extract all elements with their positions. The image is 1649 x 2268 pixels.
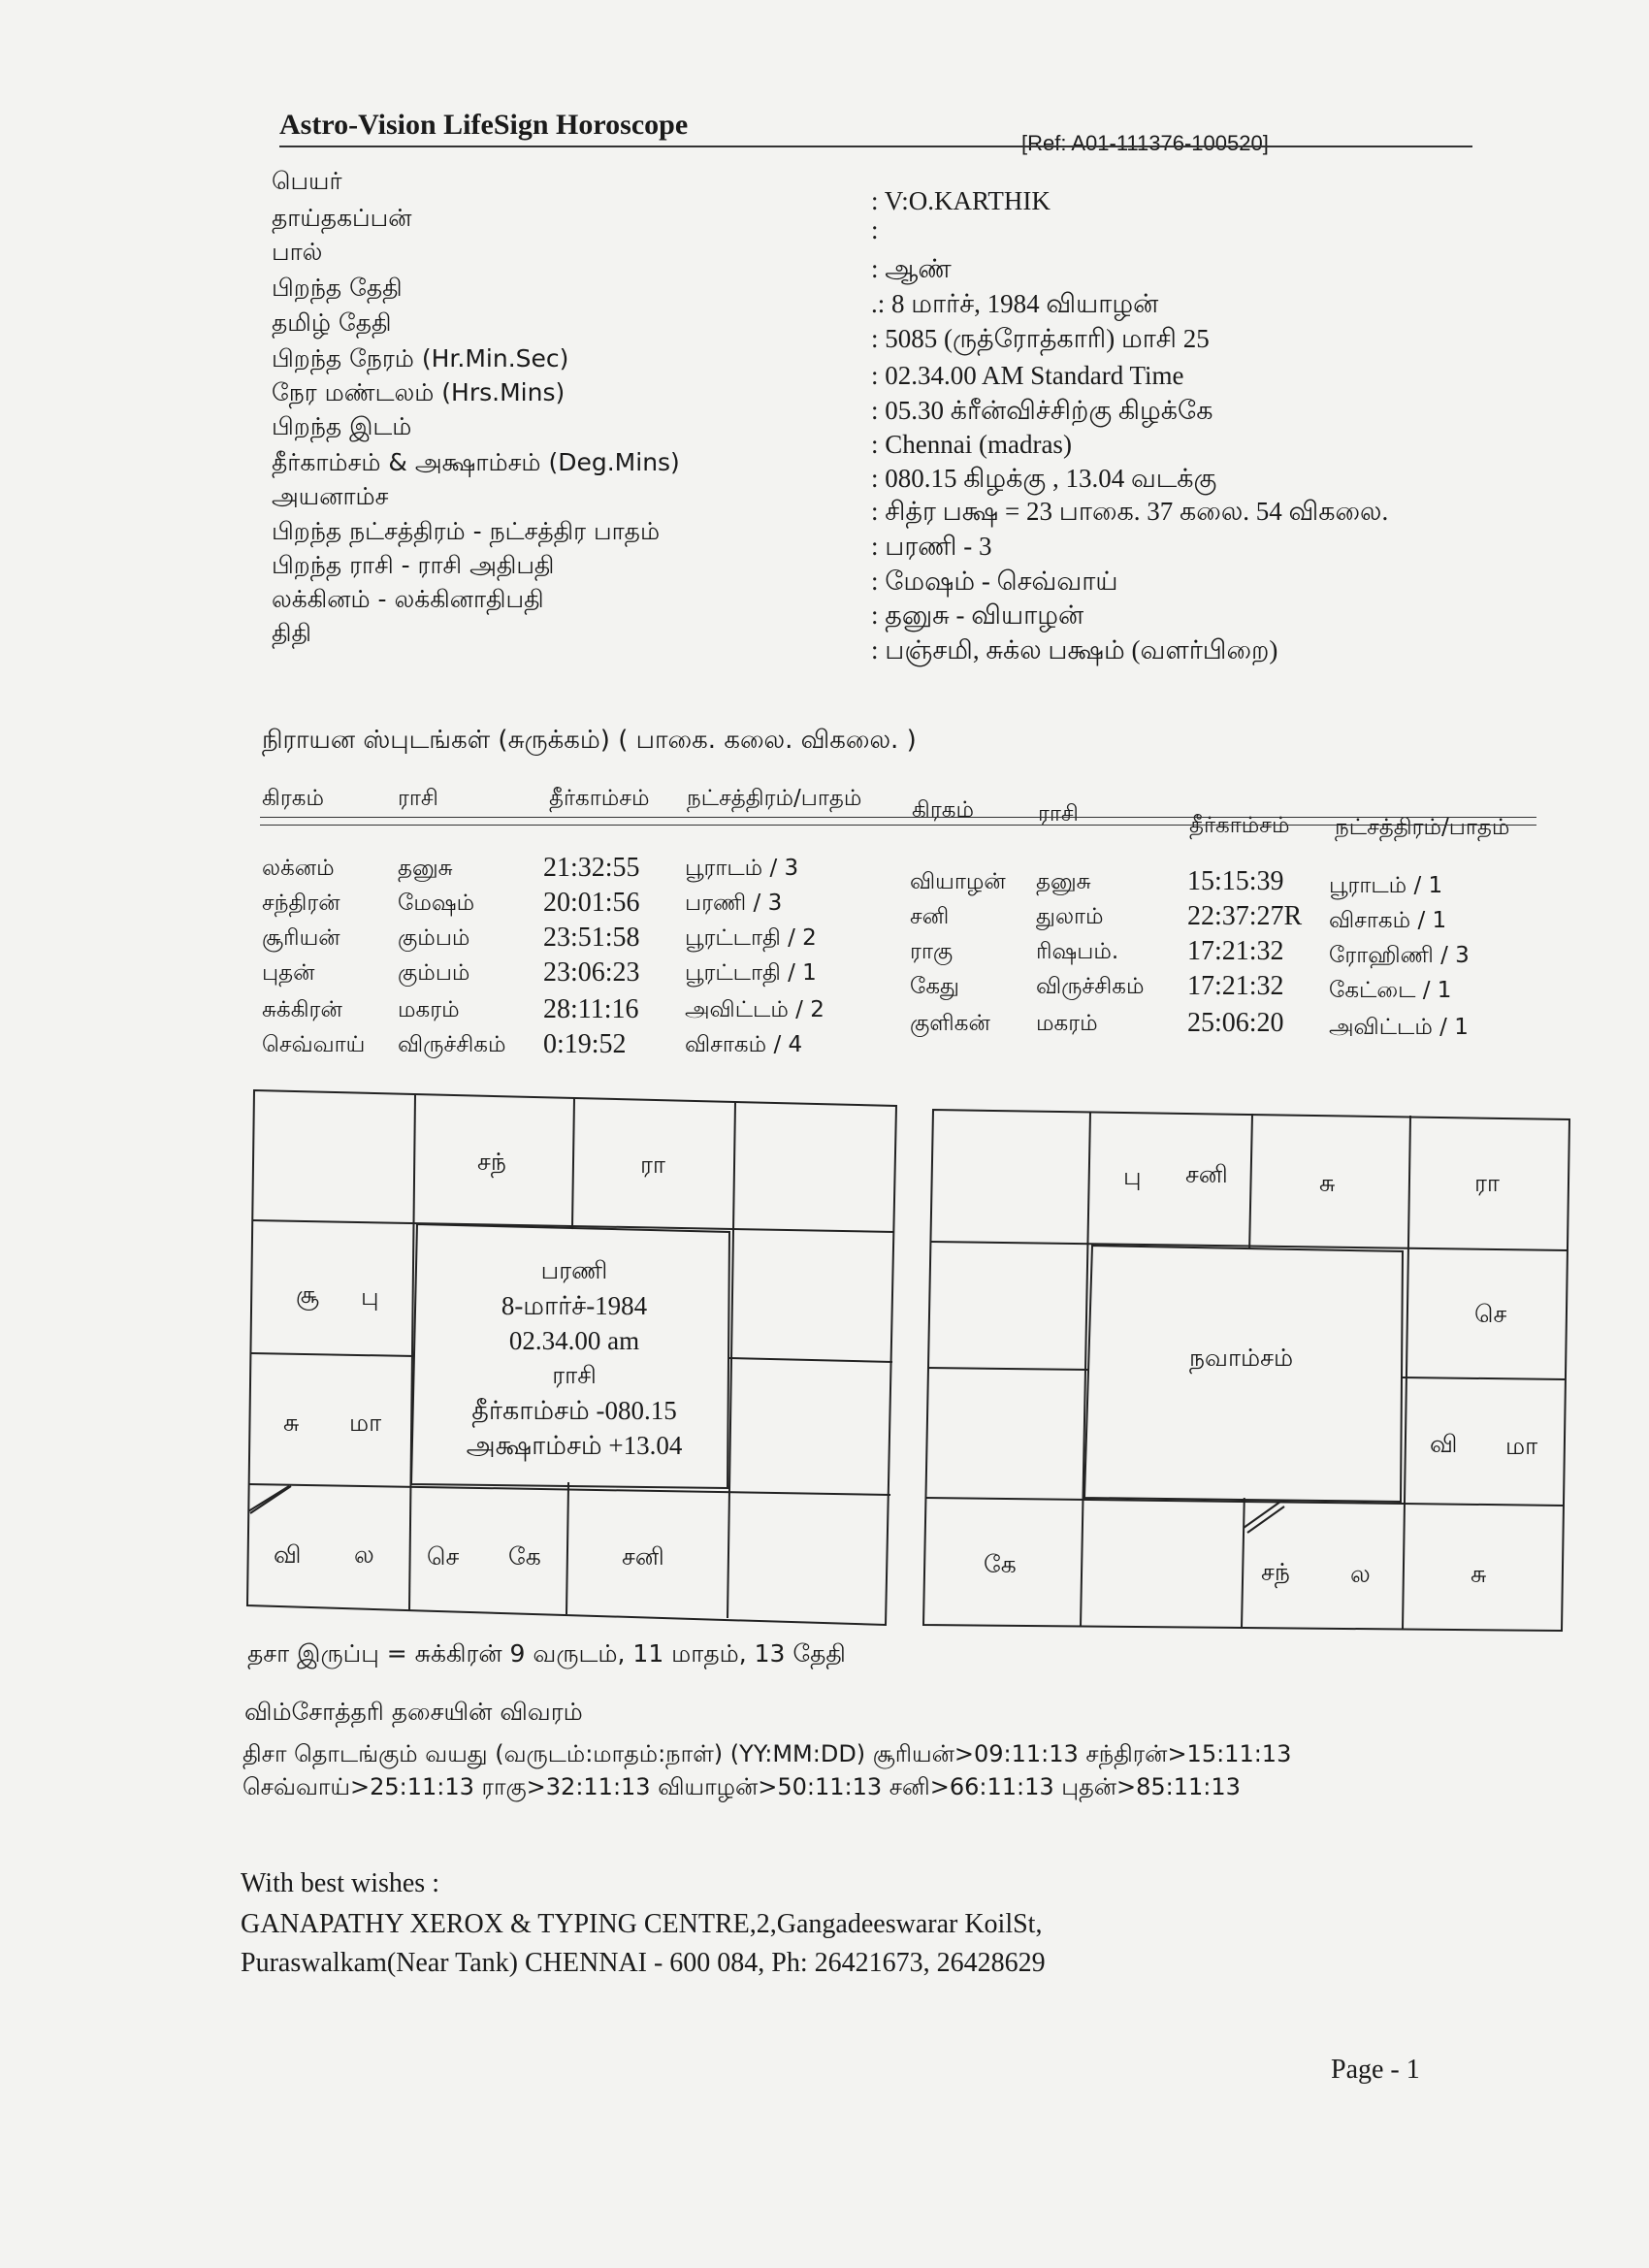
- spudam-cell: பரணி / 3: [685, 891, 783, 916]
- spudam-cell: சூரியன்: [262, 925, 340, 951]
- spudam-cell: விருச்சிகம்: [1036, 974, 1145, 999]
- spudam-cell: விருச்சிகம்: [398, 1032, 506, 1057]
- spudam-cell: புதன்: [262, 960, 315, 986]
- rasi-sagittarius-planet: ல: [354, 1540, 374, 1569]
- col-header: தீர்காம்சம்: [549, 786, 650, 811]
- spudam-cell: 15:15:39: [1187, 866, 1284, 896]
- spudam-cell: மகரம்: [1036, 1011, 1098, 1036]
- detail-value: .: 8 மார்ச், 1984 வியாழன்: [871, 289, 1159, 318]
- detail-label: லக்கினம் - லக்கினாதிபதி: [272, 585, 544, 613]
- spudam-cell: சுக்கிரன்: [262, 997, 342, 1022]
- detail-label: நேர மண்டலம் (Hrs.Mins): [272, 378, 566, 406]
- spudam-cell: 17:21:32: [1187, 971, 1284, 1001]
- detail-value: : சித்ர பக்ஷ = 23 பாகை. 37 கலை. 54 விகலை.: [871, 497, 1389, 526]
- rasi-center-info: [438, 1253, 710, 1463]
- spudam-cell: செவ்வாய்: [262, 1032, 366, 1057]
- spudam-cell: 21:32:55: [543, 853, 640, 883]
- dasha-balance: தசா இருப்பு = சுக்கிரன் 9 வருடம், 11 மாதம், 13 தேதி: [247, 1639, 846, 1668]
- spudam-cell: சந்திரன்: [262, 891, 340, 916]
- col-header: கிரகம்: [912, 797, 974, 823]
- navamsa-aries-planet: பு: [1123, 1162, 1142, 1190]
- page-number: Page - 1: [1331, 2055, 1420, 2085]
- spudam-cell: பூராடம் / 1: [1329, 873, 1443, 898]
- detail-label: பிறந்த தேதி: [272, 274, 403, 302]
- col-header: கிரகம்: [262, 786, 324, 811]
- spudam-cell: ராகு: [910, 939, 954, 964]
- spudam-cell: ரோஹிணி / 3: [1329, 943, 1470, 968]
- reference-number: [Ref: A01-111376-100520]: [1021, 131, 1269, 155]
- detail-label: அயனாம்ச: [272, 482, 389, 510]
- rasi-pisces-planet: சூ: [296, 1280, 319, 1309]
- col-header: ராசி: [1038, 801, 1079, 826]
- detail-label: திதி: [272, 619, 311, 647]
- detail-value: : Chennai (madras): [871, 430, 1072, 459]
- spudam-cell: பூரட்டாதி / 2: [685, 925, 817, 951]
- spudam-cell: 23:51:58: [543, 923, 640, 953]
- navamsa-leo-planet: மா: [1505, 1432, 1538, 1460]
- rasi-longitude: தீர்காம்சம் -080.15: [471, 1396, 677, 1425]
- spudam-cell: மகரம்: [398, 997, 460, 1022]
- rasi-star: பரணி: [540, 1256, 608, 1284]
- spudam-cell: 0:19:52: [543, 1029, 627, 1059]
- document-title: Astro-Vision LifeSign Horoscope: [279, 109, 689, 141]
- spudam-cell: அவிட்டம் / 2: [685, 997, 824, 1022]
- spudam-cell: 28:11:16: [543, 994, 639, 1024]
- detail-value: : 05.30 க்ரீன்விச்சிற்கு கிழக்கே: [871, 396, 1213, 425]
- rasi-pisces-planet: பு: [361, 1282, 379, 1311]
- detail-value: : பரணி - 3: [871, 532, 992, 561]
- col-header: தீர்காம்சம்: [1189, 813, 1290, 838]
- detail-value: : ஆண்: [871, 254, 952, 283]
- spudam-cell: 25:06:20: [1187, 1008, 1284, 1038]
- detail-label: பிறந்த இடம்: [272, 412, 412, 440]
- spudam-title: நிராயன ஸ்புடங்கள் (சுருக்கம்) ( பாகை. கலை. விகலை. ): [262, 726, 917, 755]
- col-header: நட்சத்திரம்/பாதம்: [1335, 815, 1510, 840]
- rasi-scorpio-planet: செ: [427, 1542, 460, 1571]
- navamsa-sagittarius-planet: கே: [984, 1550, 1017, 1578]
- detail-label: தீர்காம்சம் & அக்ஷாம்சம் (Deg.Mins): [272, 448, 680, 476]
- navamsa-leo-planet: வி: [1430, 1430, 1458, 1458]
- spudam-cell: கும்பம்: [398, 960, 470, 986]
- rasi-latitude: அக்ஷாம்சம் +13.04: [466, 1431, 683, 1460]
- rasi-taurus-planet: சந்: [477, 1148, 506, 1176]
- rasi-aquarius-planet: சு: [283, 1409, 300, 1437]
- rasi-label: ராசி: [552, 1361, 597, 1389]
- spudam-cell: வியாழன்: [910, 869, 1006, 894]
- dasha-title: விம்சோத்தரி தசையின் விவரம்: [244, 1698, 583, 1726]
- detail-label: தமிழ் தேதி: [272, 308, 392, 337]
- detail-value: : தனுசு - வியாழன்: [871, 600, 1084, 630]
- rasi-gemini-planet: ரா: [640, 1150, 665, 1179]
- spudam-cell: 17:21:32: [1187, 936, 1284, 966]
- wishes-text: With best wishes :: [241, 1868, 439, 1898]
- spudam-cell: மேஷம்: [398, 891, 475, 916]
- spudam-cell: லக்னம்: [262, 856, 335, 881]
- spudam-cell: கும்பம்: [398, 925, 470, 951]
- footer-address: GANAPATHY XEROX & TYPING CENTRE,2,Gangadeeswarar KoilSt,: [241, 1909, 1043, 1939]
- navamsa-gemini-planet: ரா: [1474, 1169, 1500, 1197]
- navamsa-scorpio-planet: ல: [1350, 1560, 1371, 1588]
- detail-value: : 080.15 கிழக்கு , 13.04 வடக்கு: [871, 464, 1217, 493]
- detail-value: : V:O.KARTHIK: [871, 186, 1051, 215]
- rasi-scorpio-planet: கே: [508, 1542, 541, 1571]
- col-header: நட்சத்திரம்/பாதம்: [687, 786, 862, 811]
- detail-value: : மேஷம் - செவ்வாய்: [871, 567, 1118, 596]
- rasi-sagittarius-planet: வி: [274, 1540, 302, 1569]
- navamsa-taurus-planet: சு: [1319, 1169, 1336, 1197]
- detail-label: பெயர்: [272, 167, 342, 195]
- spudam-cell: 20:01:56: [543, 888, 640, 918]
- detail-label: பிறந்த ராசி - ராசி அதிபதி: [272, 551, 555, 579]
- detail-label: பிறந்த நட்சத்திரம் - நட்சத்திர பாதம்: [272, 517, 661, 545]
- detail-value: :: [871, 215, 879, 244]
- spudam-cell: அவிட்டம் / 1: [1329, 1015, 1469, 1040]
- navamsa-scorpio-planet: சந்: [1261, 1558, 1290, 1586]
- spudam-cell: சனி: [910, 904, 950, 929]
- detail-label: பிறந்த நேரம் (Hr.Min.Sec): [272, 344, 569, 373]
- spudam-cell: பூராடம் / 3: [685, 856, 799, 881]
- detail-value: : 5085 (ருத்ரோத்காரி) மாசி 25: [871, 324, 1210, 353]
- detail-value: : 02.34.00 AM Standard Time: [871, 361, 1184, 390]
- dasha-line: திசா தொடங்கும் வயது (வருடம்:மாதம்:நாள்) (YY:MM:DD) சூரியன்>09:11:13 சந்திரன்>15:11:13: [242, 1740, 1292, 1767]
- spudam-cell: ரிஷபம்.: [1036, 939, 1119, 964]
- dasha-line: செவ்வாய்>25:11:13 ராகு>32:11:13 வியாழன்>50:11:13 சனி>66:11:13 புதன்>85:11:13: [242, 1773, 1241, 1800]
- rasi-date: 8-மார்ச்-1984: [501, 1291, 648, 1320]
- spudam-cell: விசாகம் / 1: [1329, 908, 1447, 933]
- spudam-cell: தனுசு: [398, 856, 453, 881]
- spudam-cell: கேது: [910, 974, 959, 999]
- spudam-cell: விசாகம் / 4: [685, 1032, 803, 1057]
- navamsa-center-label: நவாம்சம்: [1189, 1344, 1294, 1372]
- navamsa-aries-planet: சனி: [1185, 1160, 1228, 1188]
- navamsa-libra-planet: சு: [1471, 1560, 1487, 1588]
- rasi-libra-planet: சனி: [622, 1542, 664, 1571]
- detail-label: பால்: [272, 238, 323, 266]
- rasi-time: 02.34.00 am: [508, 1326, 640, 1355]
- navamsa-cancer-planet: செ: [1474, 1300, 1507, 1328]
- spudam-cell: பூரட்டாதி / 1: [685, 960, 817, 986]
- detail-label: தாய்தகப்பன்: [272, 204, 412, 232]
- detail-value: : பஞ்சமி, சுக்ல பக்ஷம் (வளர்பிறை): [871, 635, 1278, 664]
- rasi-aquarius-planet: மா: [349, 1409, 382, 1437]
- col-header: ராசி: [398, 786, 438, 811]
- spudam-cell: துலாம்: [1036, 904, 1104, 929]
- spudam-cell: 22:37:27R: [1187, 901, 1303, 931]
- spudam-cell: தனுசு: [1036, 869, 1091, 894]
- spudam-cell: குளிகன்: [910, 1011, 990, 1036]
- footer-address: Puraswalkam(Near Tank) CHENNAI - 600 084, Ph: 26421673, 26428629: [241, 1948, 1046, 1978]
- spudam-cell: கேட்டை / 1: [1329, 978, 1452, 1003]
- spudam-cell: 23:06:23: [543, 957, 640, 988]
